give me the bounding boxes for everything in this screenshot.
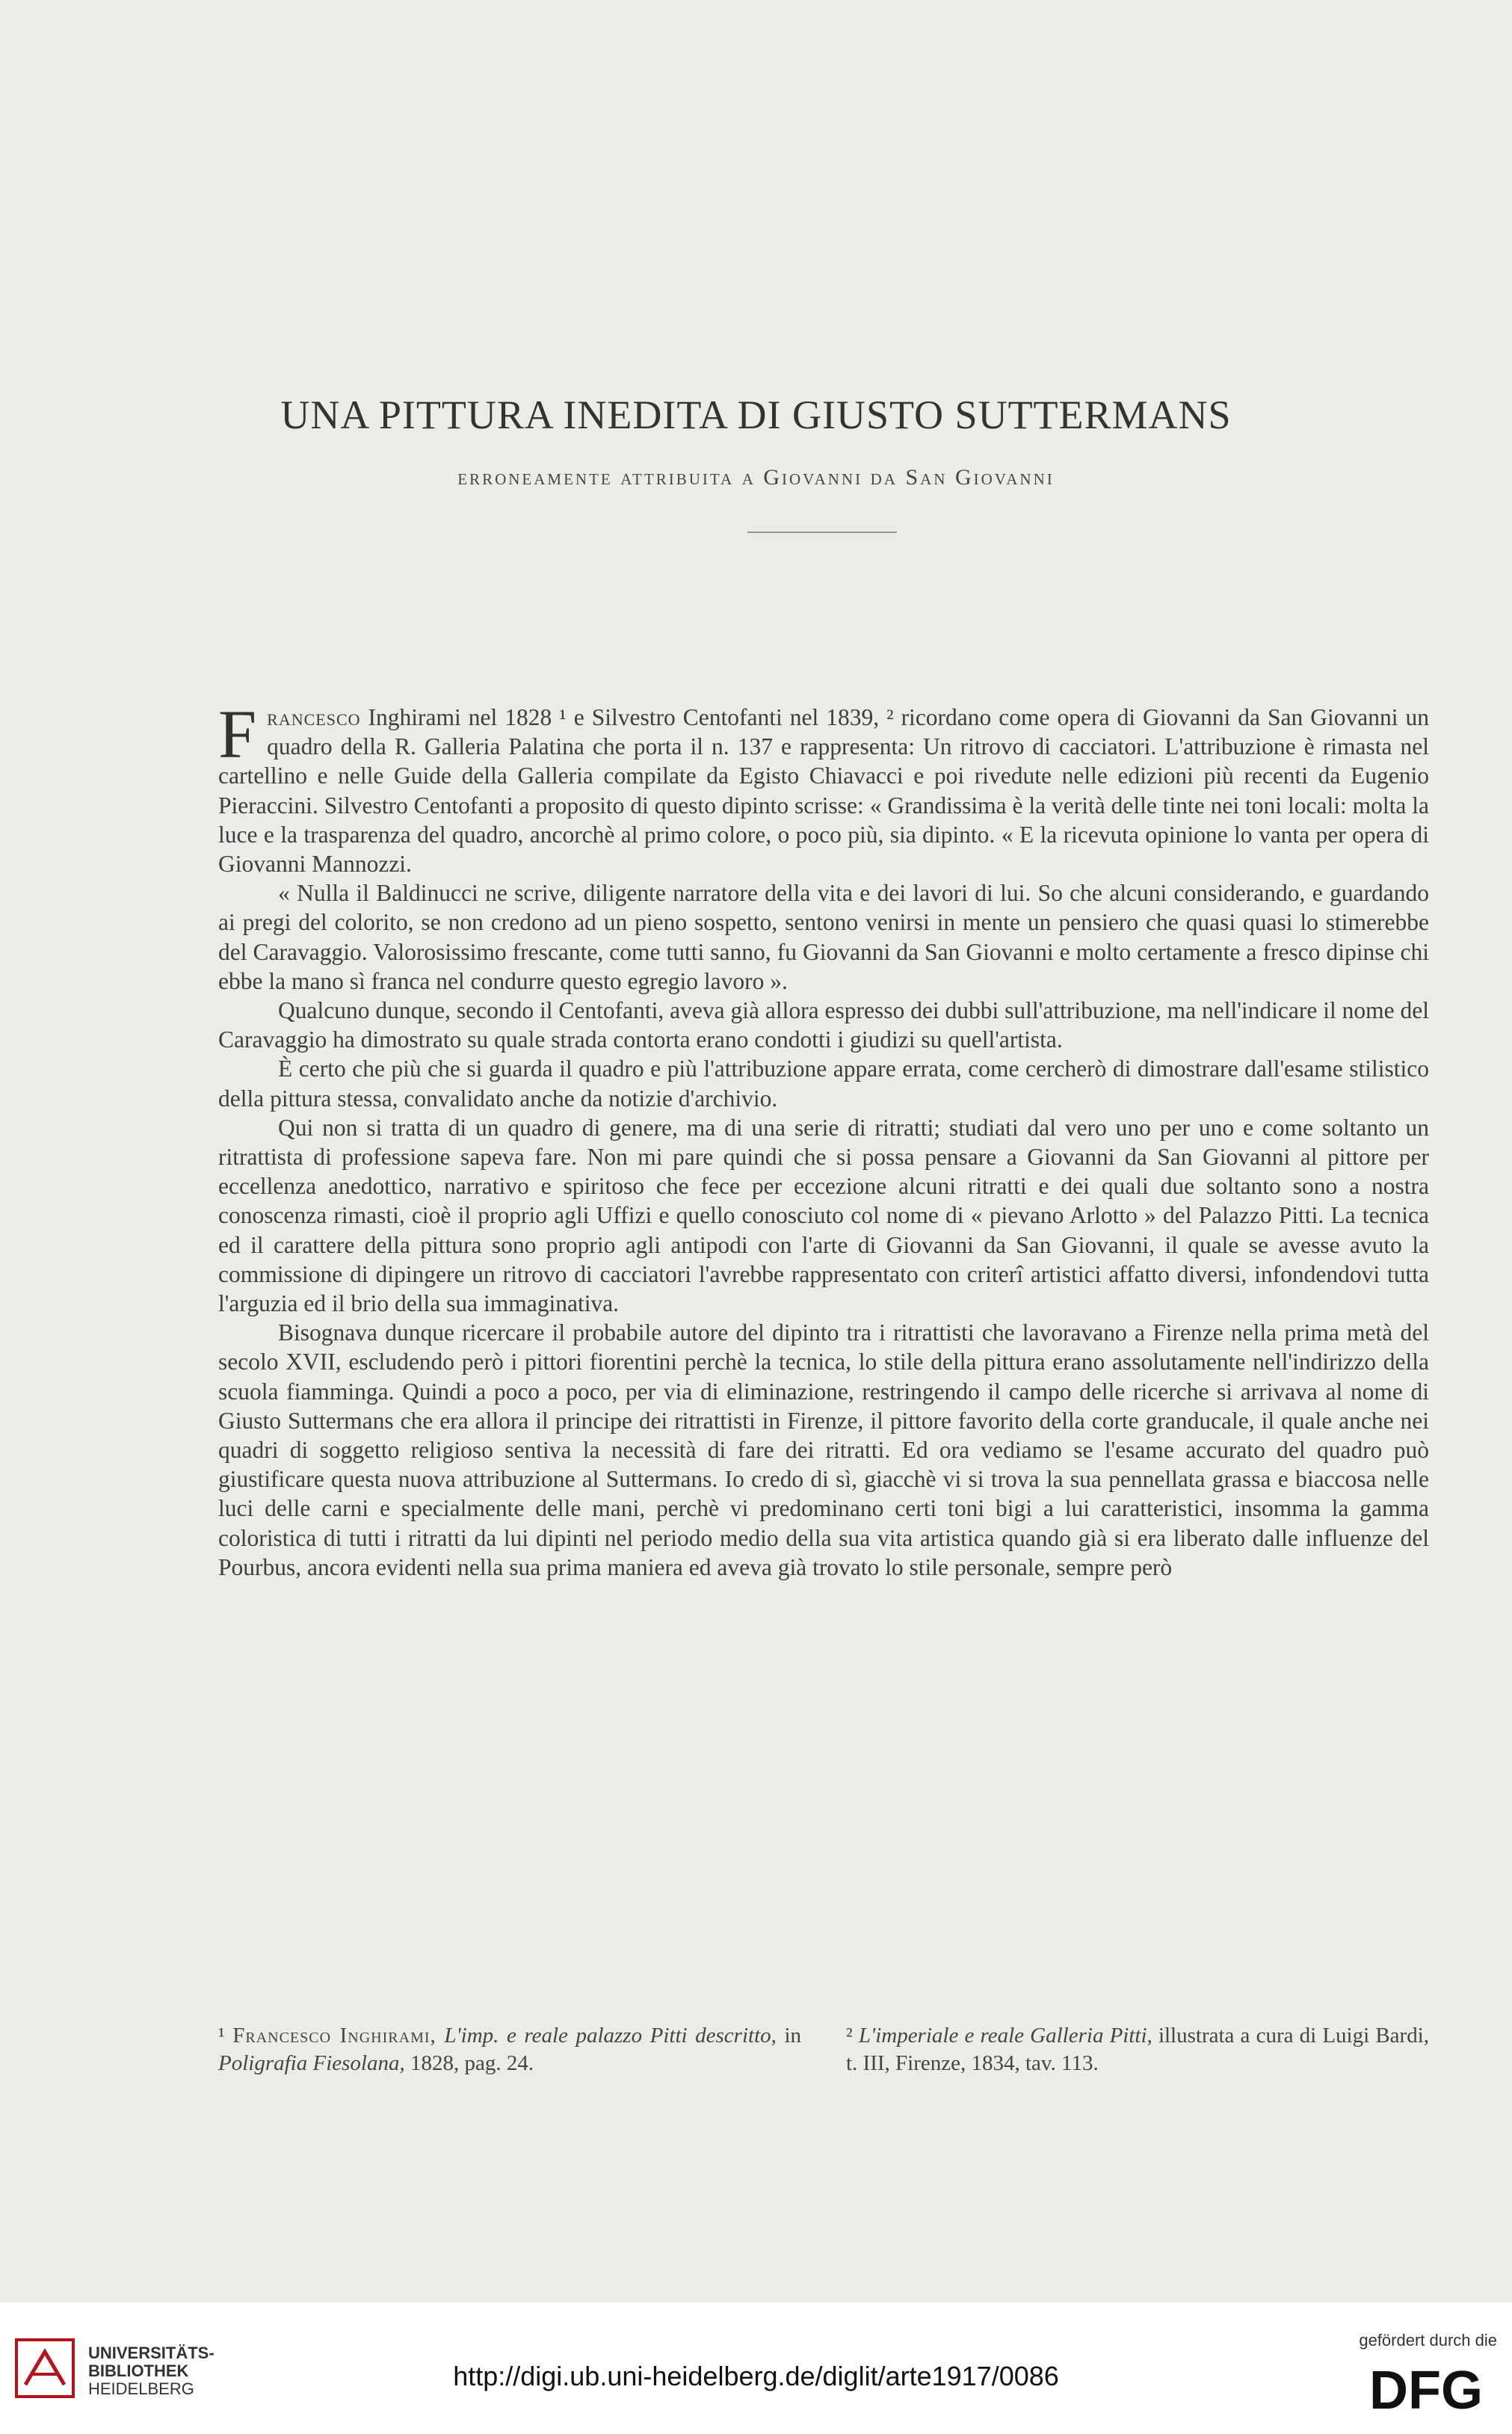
library-name-line: UNIVERSITÄTS- xyxy=(88,2344,215,2362)
article-body xyxy=(218,696,1429,1582)
paragraph: Bisognava dunque ricercare il probabile autore del dipinto tra i ritrattisti che lavoravano a Firenze nella prima metà del secolo XVII, escludendo però i pittori fiorentini perchè la tecnica, lo stile della pittura erano assolutamente nell'indirizzo della scuola fiamminga. Quindi a poco a poco, per via di eliminazione, restringendo il campo delle ricerche si arrivava al nome di Giusto Suttermans che era allora il principe dei ritrattisti in Firenze, il pittore favorito della corte granducale, il quale anche nei quadri di soggetto religioso sentiva la necessità di fare dei ritratti. Ed ora vediamo se l'esame accurato del quadro può giustificare questa nuova attribuzione al Suttermans. Io credo di sì, giacchè vi si trova la sua pennellata grassa e biaccosa nelle luci delle carni e specialmente delle mani, perchè vi predominano certi toni bigi a lui caratteristici, insomma la gamma coloristica di tutti i ritratti da lui dipinti nel periodo medio della sua vita artistica quando già si era liberato dalle influenze del Pourbus, ancora evidenti nella sua prima maniera ed aveva già trovato lo stile personale, sempre però xyxy=(218,1319,1429,1580)
title-divider xyxy=(747,532,897,533)
footnote-2 xyxy=(846,2022,1429,2077)
footnote-mark: ² xyxy=(846,2024,853,2048)
footnote-series: Poligrafia Fiesolana, xyxy=(218,2051,405,2075)
footnote-text: in xyxy=(784,2024,801,2048)
digitization-footer xyxy=(0,2302,1512,2434)
dfg-logo-text: DFG xyxy=(1369,2361,1483,2418)
footnote-mark: ¹ xyxy=(218,2024,225,2048)
footnotes xyxy=(218,2022,1429,2077)
paragraph-text: Inghirami nel 1828 ¹ e Silvestro Centofanti nel 1839, ² ricordano come opera di Giovanni da San Giovanni un quadro della R. Galleria Palatina che porta il n. 137 e rappresenta: Un ritrovo di cacciatori. L'attribuzione è rimasta nel cartellino e nelle Guide della Galleria compilate da Egisto Chiavacci e poi rivedute nelle edizioni più recenti da Eugenio Pieraccini. Silvestro Centofanti a proposito di questo dipinto scrisse: « Grandissima è la verità delle tinte nei toni locali: molta la luce e la trasparenza del quadro, ancorchè al primo colore, o poco più, sia dipinto. « E la ricevuta opinione lo vanta per opera di Giovanni Mannozzi. xyxy=(218,704,1429,878)
page-url-link[interactable]: http://digi.ub.uni-heidelberg.de/diglit/arte1917/0086 xyxy=(453,2361,1059,2391)
footnote-text: 1828, pag. 24. xyxy=(410,2051,534,2075)
dfg-logo-icon[interactable] xyxy=(1355,2358,1497,2418)
footnote-title: L'imp. e reale palazzo Pitti descritto, xyxy=(444,2024,777,2048)
paragraph: « Nulla il Baldinucci ne scrive, diligente narratore della vita e dei lavori di lui. So che alcuni considerando, e guardando ai pregi del colorito, se non credono ad un pieno sospetto, sentono venirsi in mente un pensiero che quasi quasi lo stimerebbe del Caravaggio. Valorosissimo frescante, come tutti sanno, fu Giovanni da San Giovanni e molto certamente a fresco dipinse chi ebbe la mano sì franca nel condurre questo egregio lavoro ». xyxy=(218,880,1429,994)
paragraph xyxy=(218,696,1429,878)
paragraph: Qualcuno dunque, secondo il Centofanti, aveva già allora espresso dei dubbi sull'attribuzione, ma nell'indicare il nome del Caravaggio ha dimostrato su quale strada contorta erano condotti i giudizi su quell'artista. xyxy=(218,997,1429,1053)
drop-cap: F xyxy=(218,696,257,772)
footnote-1 xyxy=(218,2022,801,2077)
article-subtitle: erroneamente attribuita a Giovanni da San Giovanni xyxy=(457,465,1055,490)
footnote-text: illustrata a cura di Luigi Bardi, t. III, Firenze, 1834, tav. 113. xyxy=(846,2024,1429,2075)
paragraph: Qui non si tratta di un quadro di genere, ma di una serie di ritratti; studiati dal vero uno per uno e come soltanto un ritrattista di professione sapeva fare. Non mi pare quindi che si possa pensare a Giovanni da San Giovanni al pittore per eccellenza anedottico, narrativo e spiritoso che fece per eccezione alcuni ritratti e dei quali due soltanto sono a nostra conoscenza rimasti, cioè il proprio agli Uffizi e quello conosciuto col nome di « pievano Arlotto » del Palazzo Pitti. La tecnica ed il carattere della pittura sono proprio agli antipodi con l'arte di Giovanni da San Giovanni, il quale se avesse avuto la commissione di dipingere un ritrovo di cacciatori l'avrebbe rappresentato con criterî artistici affatto diversi, infondendovi tutta l'arguzia ed il brio della sua immaginativa. xyxy=(218,1114,1429,1317)
paragraph: È certo che più che si guarda il quadro e più l'attribuzione appare errata, come cercherò di dimostrare dall'esame stilistico della pittura stessa, convalidato anche da notizie d'archivio. xyxy=(218,1056,1429,1112)
footnote-title: L'imperiale e reale Galleria Pitti, xyxy=(858,2024,1152,2048)
funded-by-label: gefördert durch die xyxy=(1359,2331,1497,2350)
library-name-line: BIBLIOTHEK xyxy=(88,2361,189,2380)
library-name-line: HEIDELBERG xyxy=(88,2379,194,2398)
lead-word: rancesco xyxy=(267,704,361,730)
article-title: UNA PITTURA INEDITA DI GIUSTO SUTTERMANS xyxy=(280,392,1232,438)
footnote-author: Francesco Inghirami, xyxy=(232,2024,436,2048)
